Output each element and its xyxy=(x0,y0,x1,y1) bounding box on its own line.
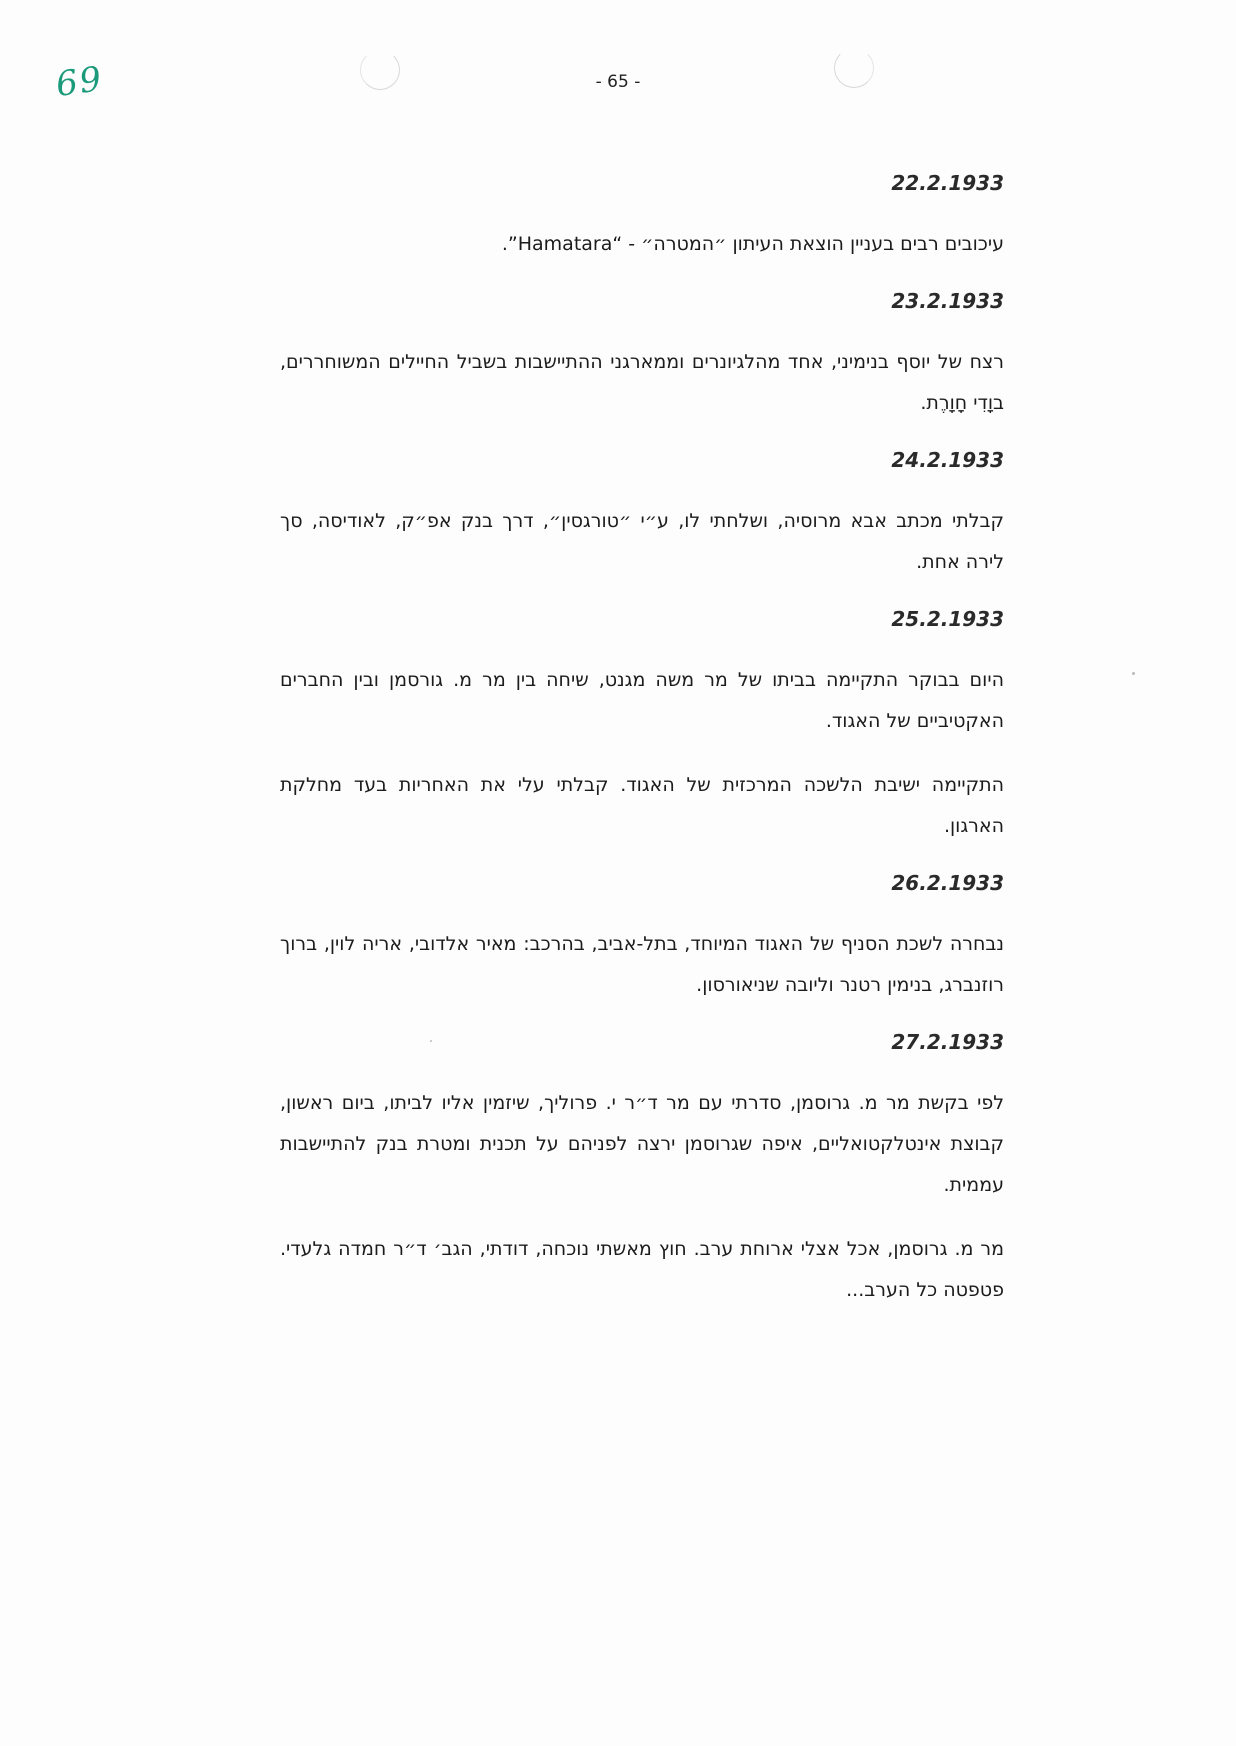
diary-entry xyxy=(280,288,1004,424)
diary-entry xyxy=(280,606,1004,847)
entry-paragraph: עיכובים רבים בעניין הוצאת העיתון ״המטרה״ - “Hamatara”. xyxy=(501,233,1004,255)
entry-date: 23.2.1933 xyxy=(891,289,1004,313)
entry-paragraph: נבחרה לשכת הסניף של האגוד המיוחד, בתל-אביב, בהרכב: מאיר אלדובי, אריה לוין, ברוך רוזנברג, בנימין רטנר וליובה שניאורסון. xyxy=(280,933,1004,996)
entry-paragraph: רצח של יוסף בנימיני, אחד מהלגיונרים וממארגני ההתיישבות בשביל החיילים המשוחררים, בוָדִי חָוָרֶת. xyxy=(280,351,1004,414)
entry-paragraph: קבלתי מכתב אבא מרוסיה, ושלחתי לו, ע״י ״טורגסין״, דרך בנק אפ״ק, לאודיסה, סך לירה אחת. xyxy=(280,510,1004,573)
diary-entry xyxy=(280,870,1004,1006)
scan-speck xyxy=(1132,672,1135,675)
entry-paragraph: לפי בקשת מר מ. גרוסמן, סדרתי עם מר ד״ר י. פרוליך, שיזמין אליו לביתו, ביום ראשון, קבוצת אינטלקטואליים, איפה שגרוסמן ירצה לפניהם על תכנית ומטרת בנק להתיישבות עממית. xyxy=(280,1092,1004,1196)
diary-content xyxy=(280,170,1004,1334)
entry-date: 25.2.1933 xyxy=(891,607,1004,631)
diary-entry xyxy=(280,170,1004,265)
diary-entry xyxy=(280,1029,1004,1311)
entry-date: 26.2.1933 xyxy=(891,871,1004,895)
page-number: - 65 - xyxy=(595,72,641,92)
scan-speck xyxy=(430,1040,432,1042)
entry-date: 22.2.1933 xyxy=(891,171,1004,195)
diary-entry xyxy=(280,447,1004,583)
entry-date: 24.2.1933 xyxy=(891,448,1004,472)
entry-date: 27.2.1933 xyxy=(891,1030,1004,1054)
entry-paragraph: היום בבוקר התקיימה בביתו של מר משה מגנט, שיחה בין מר מ. גורסמן ובין החברים האקטיביים של האגוד. xyxy=(280,669,1004,732)
entry-paragraph: התקיימה ישיבת הלשכה המרכזית של האגוד. קבלתי עלי את האחריות בעד מחלקת הארגון. xyxy=(280,774,1004,837)
entry-paragraph: מר מ. גרוסמן, אכל אצלי ארוחת ערב. חוץ מאשתי נוכחה, דודתי, הגב׳ ד״ר חמדה גלעדי. פטפטה כל הערב... xyxy=(280,1238,1004,1301)
handwritten-page-number: 69 xyxy=(53,58,106,106)
